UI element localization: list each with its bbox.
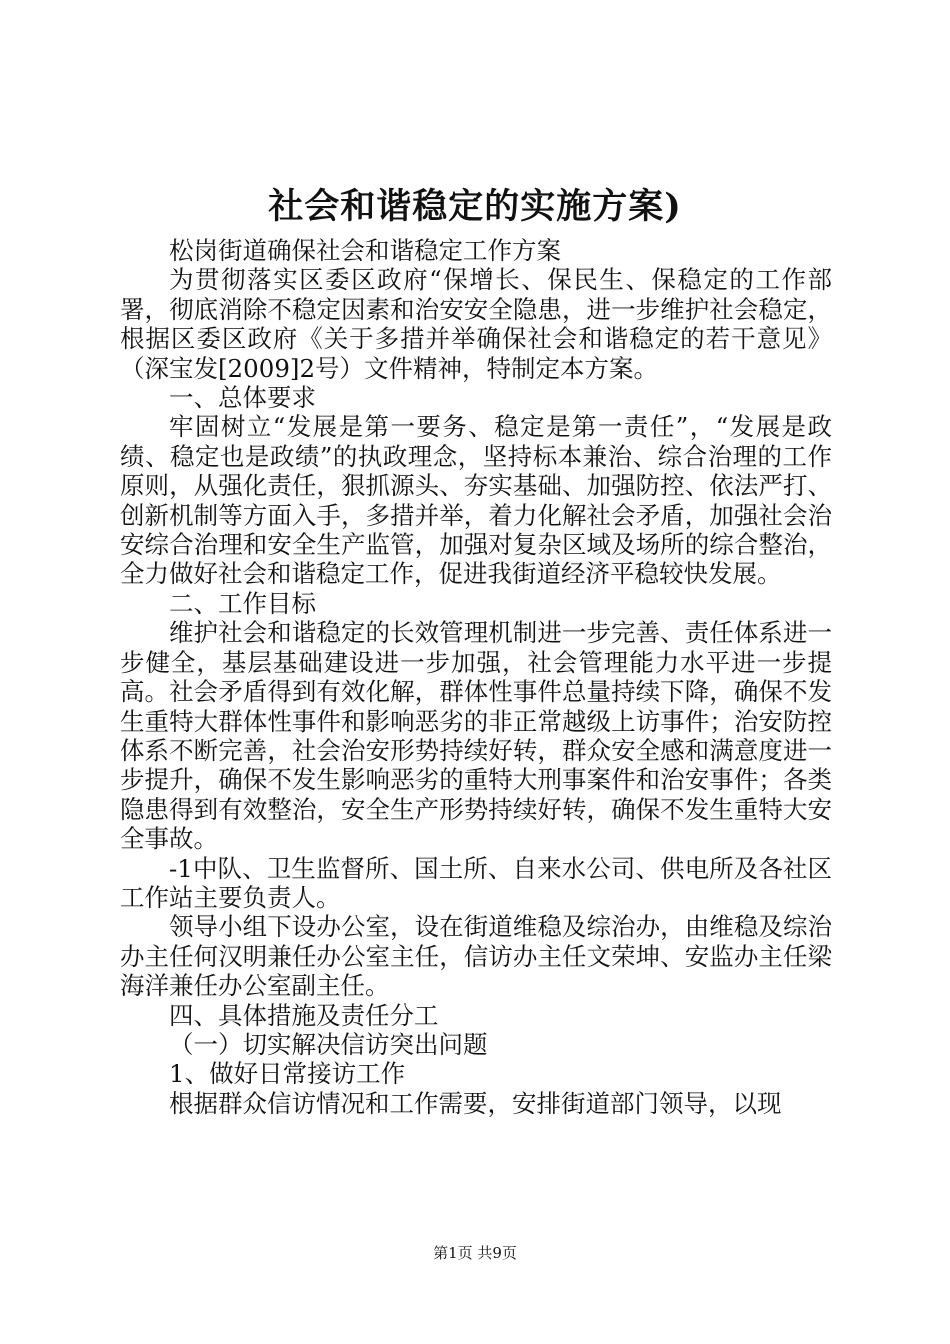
page-footer: 第1页 共9页 (433, 1244, 517, 1262)
paragraph-heading-plan-name: 松岗街道确保社会和谐稳定工作方案 (169, 236, 561, 265)
paragraph-intro: 为贯彻落实区委区政府“保增长、保民生、保稳定的工作部署，彻底消除不稳定因素和治安安全隐患，进一步维护社会稳定，根据区委区政府《关于多措并举确保社会和谐稳定的若干意见》（深宝发[2009]2号）文件精神，特制定本方案。 (120, 265, 832, 383)
paragraph-daily-reception: 根据群众信访情况和工作需要，安排街道部门领导，以现 (169, 1088, 782, 1118)
document-title: 社会和谐稳定的实施方案) (268, 186, 682, 227)
item-heading-daily-reception: 1、做好日常接访工作 (169, 1059, 406, 1089)
section-heading-measures: 四、具体措施及责任分工 (169, 1000, 439, 1030)
section-heading-work-goals: 二、工作目标 (169, 588, 316, 618)
paragraph-general-requirements: 牢固树立“发展是第一要务、稳定是第一责任”，“发展是政绩、稳定也是政绩”的执政理念，坚持标本兼治、综合治理的工作原则，从强化责任，狠抓源头、夯实基础、加强防控、依法严打、创新机制等方面入手，多措并举，着力化解社会矛盾，加强社会治安综合治理和安全生产监管，加强对复杂区域及场所的综合整治，全力做好社会和谐稳定工作，促进我街道经济平稳较快发展。 (120, 412, 832, 589)
document-body (120, 236, 832, 1118)
section-heading-general-requirements: 一、总体要求 (169, 383, 316, 413)
paragraph-members: -1中队、卫生监督所、国土所、自来水公司、供电所及各社区工作站主要负责人。 (120, 853, 832, 912)
paragraph-work-goals: 维护社会和谐稳定的长效管理机制进一步完善、责任体系进一步健全，基层基础建设进一步加强，社会管理能力水平进一步提高。社会矛盾得到有效化解，群体性事件总量持续下降，确保不发生重特大群体性事件和影响恶劣的非正常越级上访事件；治安防控体系不断完善，社会治安形势持续好转，群众安全感和满意度进一步提升，确保不发生影响恶劣的重特大刑事案件和治安事件；各类隐患得到有效整治，安全生产形势持续好转，确保不发生重特大安全事故。 (120, 618, 832, 854)
paragraph-office: 领导小组下设办公室，设在街道维稳及综治办，由维稳及综治办主任何汉明兼任办公室主任，信访办主任文荣坤、安监办主任梁海洋兼任办公室副主任。 (120, 912, 832, 1001)
subsection-heading-petitions: （一）切实解决信访突出问题 (169, 1029, 488, 1059)
